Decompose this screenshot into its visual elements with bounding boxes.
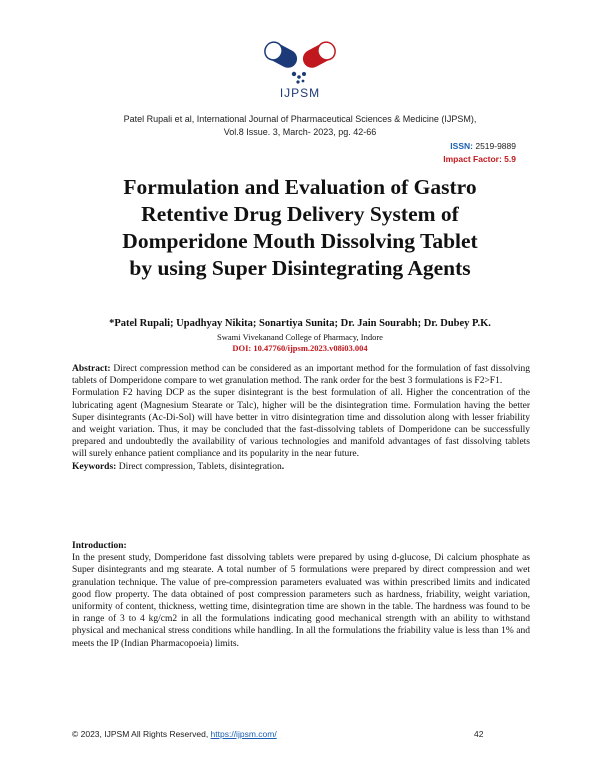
affiliation: Swami Vivekanand College of Pharmacy, Indore <box>217 332 383 342</box>
citation <box>60 113 540 139</box>
issn-label: ISSN: <box>450 141 473 151</box>
journal-link[interactable]: https://ijpsm.com/ <box>210 729 277 739</box>
footer <box>72 729 486 739</box>
page-number: 42 <box>474 729 484 739</box>
keywords-text: Direct compression, Tablets, disintegration <box>116 461 282 472</box>
introduction-section <box>72 540 530 650</box>
issn-value: 2519-9889 <box>475 141 516 151</box>
keywords-period: . <box>281 461 285 472</box>
keywords <box>72 461 530 473</box>
keywords-label: Keywords: <box>72 461 117 472</box>
capsule-blue-icon <box>262 40 300 71</box>
journal-logo-text: IJPSM <box>279 86 321 100</box>
title-line: by using Super Disintegrating Agents <box>129 256 471 280</box>
introduction-heading: Introduction: <box>72 541 127 551</box>
pill-dots-icon <box>292 72 306 84</box>
impact-factor: Impact Factor: 5.9 <box>443 154 516 164</box>
capsule-red-icon <box>300 40 338 71</box>
doi: DOI: 10.47760/ijpsm.2023.v08i03.004 <box>232 343 368 353</box>
abstract-paragraph-2: Formulation F2 having DCP as the super disintegrant is the best formulation of all. Higher the concentration of the lubricating agent (Magnesium Stearate or Talc), higher will be the disintegration time. Formulation having the better Super disintegrants (Ac-Di-Sol) will have better in vitro disintegration time and dissolution along with lesser friability and weight variation. Thus, it may be concluded that the fast-dissolving tablets of Domperidone can be successfully prepared and undoubtedly the availability of various technologies and manifold advantages of fast dissolving tablets will surely enhance patient compliance and its popularity in the near future. <box>72 388 530 460</box>
introduction-text: In the present study, Domperidone fast dissolving tablets were prepared by using d-glucose, Di calcium phosphate as Super disintegrants and mg stearate. A total number of 5 formulations were prepared by direct compression and wet granulation technique. The value of pre-compression parameters evaluated was within prescribed limits and indicated good flow property. The data obtained of post compression parameters such as hardness, friability, weight variation, uniformity of content, thickness, wetting time, disintegration time are shown in the table. The hardness was found to be in range of 3 to 4 kg/cm2 in all the formulations indicating good mechanical strength with an ability to withstand physical and mechanical stress conditions while handling. In all the formulations the friability value is less than 1% and meets the IP (Indian Pharmacopoeia) limits. <box>72 553 530 649</box>
authors: *Patel Rupali; Upadhyay Nikita; Sonartiya Sunita; Dr. Jain Sourabh; Dr. Dubey P.K. <box>109 318 491 329</box>
abstract-section <box>72 363 530 473</box>
abstract-label: Abstract: <box>72 364 111 374</box>
copyright-text: © 2023, IJPSM All Rights Reserved, <box>72 729 211 739</box>
title-line: Formulation and Evaluation of Gastro <box>123 175 477 199</box>
issn <box>450 141 516 151</box>
citation-line-2: Vol.8 Issue. 3, March- 2023, pg. 42-66 <box>223 127 377 137</box>
paper-title <box>60 174 540 282</box>
abstract-text-1: Direct compression method can be considered as an important method for the formulation of fast dissolving tablets of Domperidone compare to wet granulation method. The rank order for the best 3 formulations is F2>F1. <box>72 364 530 387</box>
citation-line-1: Patel Rupali et al, International Journal of Pharmaceutical Sciences & Medicine (IJPSM), <box>123 114 477 124</box>
title-line: Retentive Drug Delivery System of <box>141 202 459 226</box>
abstract-paragraph-1 <box>72 363 530 387</box>
title-line: Domperidone Mouth Dissolving Tablet <box>122 229 478 253</box>
